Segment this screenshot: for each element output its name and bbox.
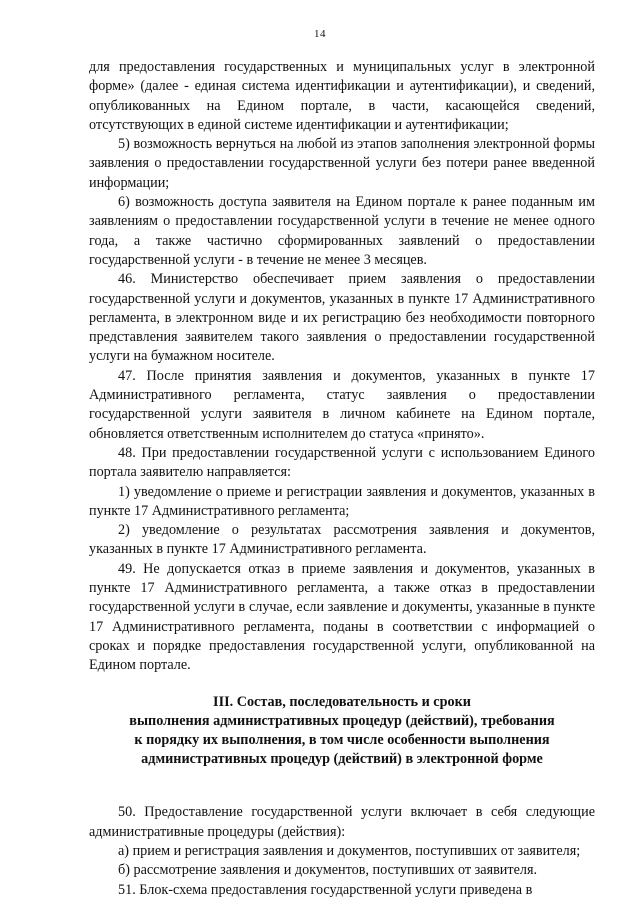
paragraph-50-item-a: а) прием и регистрация заявления и документов, поступивших от заявителя; — [118, 842, 581, 859]
paragraph-49: 49. Не допускается отказ в приеме заявления и документов, указанных в пункте 17 Административного регламента, а также отказ в предоставлении государственной услуги в случае, если заявление и документы, указанные в пункте 17 Административного регламента, поданы в соответствии с информацией о сроках и порядке предоставления государственной услуги, опубликованной на Едином портале. — [89, 560, 595, 674]
paragraph-item-6: 6) возможность доступа заявителя на Едином портале к ранее поданным им заявлениям о предоставлении государственной услуги в течение не менее одного года, а также частично сформированных заявлений о предоставлении государственной услуги - в течение не менее 3 месяцев. — [89, 194, 595, 268]
paragraph-item-5: 5) возможность вернуться на любой из этапов заполнения электронной формы заявления о предоставлении государственной услуги без потери ранее введенной информации; — [89, 136, 595, 191]
section-heading — [89, 693, 595, 770]
paragraph-46: 46. Министерство обеспечивает прием заявления о предоставлении государственной услуги и документов, указанных в пункте 17 Административного регламента, в электронном виде и их регистрацию без необходимости повторного представления заявителем такого заявления о предоставлении государственной услуги на бумажном носителе. — [89, 271, 595, 365]
paragraph-continuation: для предоставления государственных и муниципальных услуг в электронной форме» (далее - единая система идентификации и аутентификации), и сведений, опубликованных на Едином портале, в части, касающейся сведений, отсутствующих в единой системе идентификации и аутентификации; — [89, 59, 595, 133]
paragraph-51: 51. Блок-схема предоставления государственной услуги приведена в — [118, 881, 533, 898]
paragraph-48: 48. При предоставлении государственной услуги с использованием Единого портала заявителю направляется: — [89, 444, 595, 481]
document-body — [89, 58, 595, 900]
section-heading-line: к порядку их выполнения, в том числе особенности выполнения — [134, 731, 550, 748]
section-heading-line: выполнения административных процедур (действий), требования — [129, 712, 555, 729]
section-heading-line: административных процедур (действий) в электронной форме — [141, 751, 543, 768]
section-heading-line: III. Состав, последовательность и сроки — [213, 693, 471, 710]
paragraph-47: 47. После принятия заявления и документов, указанных в пункте 17 Административного регламента, статус заявления о предоставлении государственной услуги заявителя в личном кабинете на Едином портале, обновляется ответственным исполнителем до статуса «принято». — [89, 367, 595, 442]
paragraph-48-item-2: 2) уведомление о результатах рассмотрения заявления и документов, указанных в пункте 17 Административного регламента. — [89, 522, 595, 558]
paragraph-50: 50. Предоставление государственной услуги включает в себя следующие административные процедуры (действия): — [89, 804, 595, 840]
paragraph-50-item-b: б) рассмотрение заявления и документов, поступивших от заявителя. — [118, 862, 538, 879]
page-number: 14 — [314, 28, 326, 40]
paragraph-48-item-1: 1) уведомление о приеме и регистрации заявления и документов, указанных в пункте 17 Административного регламента; — [89, 483, 595, 519]
